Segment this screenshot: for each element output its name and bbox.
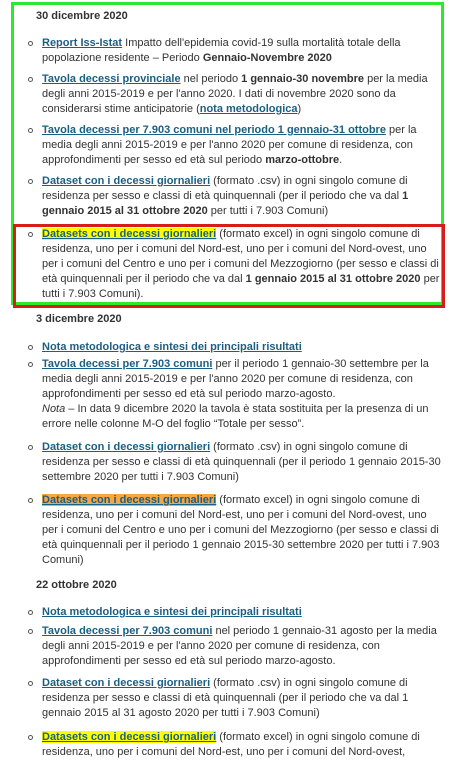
section-date: 3 dicembre 2020 [36, 313, 122, 325]
item-text: nel periodo 1 gennaio-31 agosto per la media degli anni 2015-2019 e per l'anno 2020 per comune di residenza, con approfondimenti per sesso ed età sul periodo marzo-agosto. [42, 625, 437, 667]
item-text: per il periodo 1 gennaio-30 settembre per la media degli anni 2015-2019 e per l'anno 2020 per comune di residenza, con approfondimenti per sesso ed età sul periodo marzo-agosto. [42, 358, 429, 400]
dataset-link[interactable]: Dataset con i decessi giornalieri [42, 441, 211, 453]
bullet-icon [28, 610, 33, 615]
section-date: 30 dicembre 2020 [36, 10, 128, 22]
datasets-link[interactable]: Datasets con i decessi giornalieri [42, 494, 217, 506]
item-text: (formato excel) in ogni singolo comune di residenza, uno per i comuni del Nord-est, uno per i comuni del Nord-ovest, uno per i comuni del Centro e uno per i comuni del Mezzogiorno (per sesso e classi di età quinquennali per il periodo 1 gennaio 2015-30 settembre 2020 per tutti i 7.903 Comuni) [42, 494, 440, 566]
bullet-icon [28, 681, 33, 686]
report-link[interactable]: Report Iss-Istat [42, 37, 123, 49]
table-link[interactable]: Tavola decessi per 7.903 comuni nel periodo 1 gennaio-31 ottobre [42, 124, 386, 136]
list-item [42, 605, 442, 620]
item-text: (formato excel) in ogni singolo comune di residenza, uno per i comuni del Nord-est, uno per i comuni del Nord-ovest, uno per i comuni del Centro e uno per i comuni del Mezzogiorno (per sesso e classi di età quinquennali per il periodo che va dal [42, 228, 439, 285]
item-text: (formato excel) in ogni singolo comune di residenza, uno per i comuni del Nord-est, uno per i comuni del Nord-ovest, [42, 731, 420, 758]
item-text: (formato .csv) in ogni singolo comune di residenza per sesso e classi di età quinquennali (per il periodo 1 gennaio 2015-30 settembre 2020 per tutti i 7.903 Comuni) [42, 441, 441, 483]
bullet-icon [28, 445, 33, 450]
section-date: 22 ottobre 2020 [36, 579, 117, 591]
item-text: . [339, 154, 343, 166]
list-item [42, 174, 442, 219]
list-item [42, 123, 442, 168]
table-link[interactable]: Tavola decessi per 7.903 comuni [42, 358, 213, 370]
list-item [42, 357, 442, 432]
item-text: nel periodo [180, 73, 242, 85]
list-item [42, 493, 442, 568]
bullet-icon [28, 179, 33, 184]
item-bold: 1 gennaio 2015 al 31 ottobre 2020 [245, 273, 421, 285]
item-text: per tutti i 7.903 Comuni). [42, 273, 440, 300]
bullet-icon [28, 232, 33, 237]
table-link[interactable]: Tavola decessi provinciale [42, 73, 181, 85]
item-text: ) [297, 103, 302, 115]
list-item [42, 624, 442, 669]
bullet-icon [28, 41, 33, 46]
bullet-icon [28, 735, 33, 740]
item-text: (formato .csv) in ogni singolo comune di residenza per sesso e classi di età quinquennali (per il periodo che va dal 1 gennaio 2015 al 31 agosto 2020 per tutti i 7.903 Comuni) [42, 677, 409, 719]
note-text: – In data 9 dicembre 2020 la tavola è stata sostituita per la presenza di un errore nelle colonne M-O del foglio “Totale per sesso”. [42, 403, 429, 430]
item-text: per tutti i 7.903 Comuni) [207, 205, 329, 217]
datasets-link[interactable]: Datasets con i decessi giornalieri [42, 228, 217, 240]
bullet-icon [28, 128, 33, 133]
item-text: Impatto dell'epidemia covid-19 sulla mortalità totale della popolazione residente – Periodo [42, 37, 401, 64]
list-item [42, 340, 442, 355]
dataset-link[interactable]: Dataset con i decessi giornalieri [42, 175, 211, 187]
item-bold: marzo-ottobre [265, 154, 340, 166]
bullet-icon [28, 362, 33, 367]
method-note-link[interactable]: nota metodologica [199, 103, 298, 115]
note-label: Nota [42, 403, 66, 415]
method-note-link[interactable]: Nota metodologica e sintesi dei principali risultati [42, 341, 302, 353]
dataset-link[interactable]: Dataset con i decessi giornalieri [42, 677, 211, 689]
item-text: (formato .csv) in ogni singolo comune di residenza per sesso e classi di età quinquennali (per il periodo che va dal [42, 175, 408, 202]
list-item [42, 72, 442, 117]
item-bold: 1 gennaio 2015 al 31 ottobre 2020 [42, 190, 409, 217]
table-link[interactable]: Tavola decessi per 7.903 comuni [42, 625, 213, 637]
list-item [42, 676, 442, 721]
list-item [42, 440, 442, 485]
item-text: per la media degli anni 2015-2019 e per l'anno 2020. I dati di novembre 2020 sono da considerarsi stime anticipatorie ( [42, 73, 428, 115]
bullet-icon [28, 77, 33, 82]
list-item [42, 36, 442, 66]
list-item [42, 730, 442, 760]
method-note-link[interactable]: Nota metodologica e sintesi dei principali risultati [42, 606, 302, 618]
bullet-icon [28, 629, 33, 634]
bullet-icon [28, 498, 33, 503]
item-text: per la media degli anni 2015-2019 e per l'anno 2020 per comune di residenza, con approfondimenti per sesso ed età sul periodo [42, 124, 417, 166]
list-item [42, 227, 442, 302]
datasets-link[interactable]: Datasets con i decessi giornalieri [42, 731, 217, 743]
item-bold: 1 gennaio-30 novembre [241, 73, 365, 85]
item-bold: Gennaio-Novembre 2020 [202, 52, 332, 64]
bullet-icon [28, 345, 33, 350]
